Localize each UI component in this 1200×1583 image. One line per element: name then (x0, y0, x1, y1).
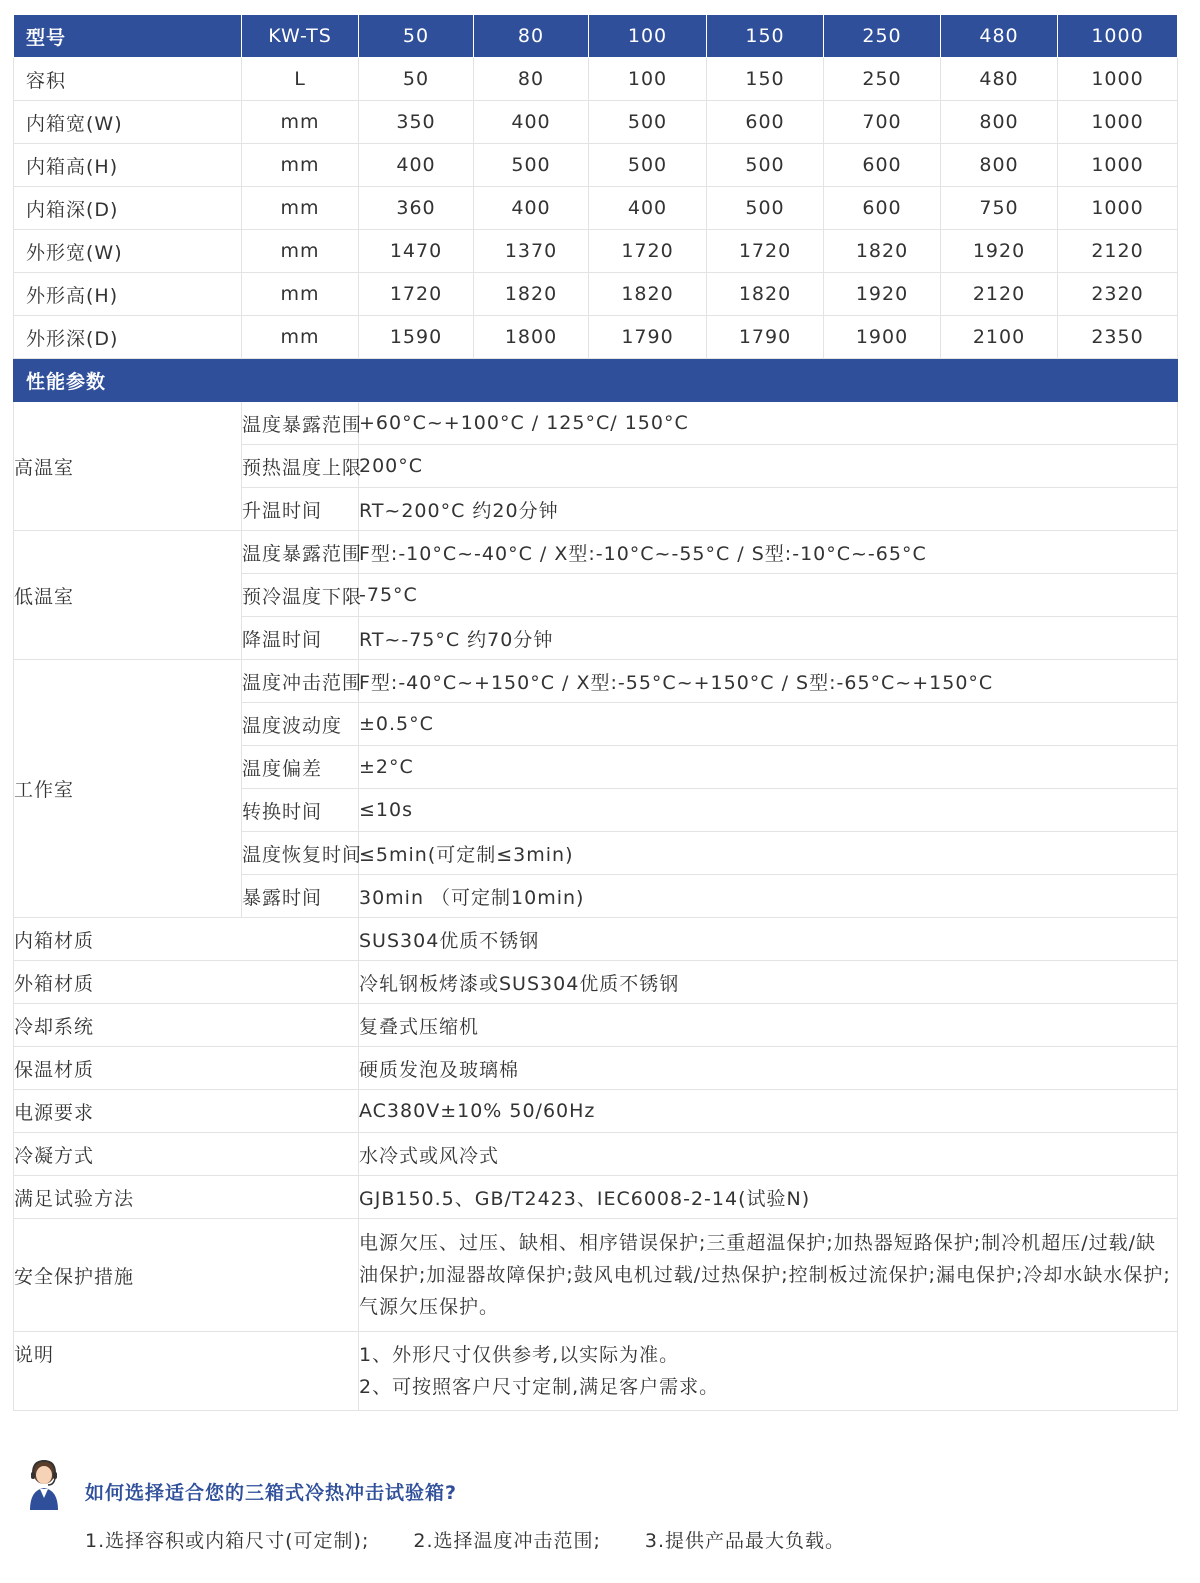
selection-tips (0, 1450, 1200, 1583)
spec-row (14, 1047, 1178, 1090)
param-value: ±2°C (359, 746, 1178, 789)
dimension-value: 100 (589, 58, 707, 101)
dimension-value: 1820 (589, 273, 707, 316)
group-label: 工作室 (14, 660, 242, 918)
notes-value (359, 1332, 1178, 1411)
param-label: 温度偏差 (242, 746, 359, 789)
model-label: 型号 (14, 15, 242, 58)
dimension-value: 500 (707, 187, 824, 230)
dimension-value: 1920 (824, 273, 941, 316)
dimension-unit: mm (242, 316, 359, 359)
tip-step: 3.提供产品最大负载。 (644, 1530, 846, 1552)
spec-label: 满足试验方法 (14, 1176, 359, 1219)
dimension-value: 1800 (474, 316, 589, 359)
dimension-value: 1820 (824, 230, 941, 273)
spec-row (14, 1004, 1178, 1047)
dimension-value: 250 (824, 58, 941, 101)
spec-row (14, 1133, 1178, 1176)
dimension-value: 400 (359, 144, 474, 187)
dimension-label: 外形深(D) (14, 316, 242, 359)
group-label: 高温室 (14, 402, 242, 531)
dimension-value: 600 (824, 187, 941, 230)
dimension-value: 400 (474, 101, 589, 144)
perf-row (14, 531, 1178, 574)
param-value: ±0.5°C (359, 703, 1178, 746)
model-cell: 50 (359, 15, 474, 58)
dimension-label: 内箱深(D) (14, 187, 242, 230)
dimension-value: 1900 (824, 316, 941, 359)
dimension-value: 500 (474, 144, 589, 187)
tips-steps (85, 1526, 845, 1553)
dimension-value: 500 (707, 144, 824, 187)
note-line: 1、外形尺寸仅供参考,以实际为准。 (359, 1344, 680, 1366)
param-label: 降温时间 (242, 617, 359, 660)
dimension-value: 1720 (707, 230, 824, 273)
spec-value: GJB150.5、GB/T2423、IEC6008-2-14(试验N) (359, 1176, 1178, 1219)
section-title: 性能参数 (14, 359, 1178, 402)
param-label: 温度波动度 (242, 703, 359, 746)
dimension-value: 1820 (474, 273, 589, 316)
param-label: 温度暴露范围 (242, 531, 359, 574)
dimension-value: 1000 (1058, 144, 1178, 187)
spec-row (14, 1176, 1178, 1219)
dimension-value: 2320 (1058, 273, 1178, 316)
param-label: 预热温度上限 (242, 445, 359, 488)
dimension-value: 2120 (1058, 230, 1178, 273)
dimension-value: 2120 (941, 273, 1058, 316)
spec-row (14, 961, 1178, 1004)
model-cell: 480 (941, 15, 1058, 58)
dimension-value: 1370 (474, 230, 589, 273)
param-value: 30min （可定制10min) (359, 875, 1178, 918)
param-label: 暴露时间 (242, 875, 359, 918)
notes-label: 说明 (14, 1332, 359, 1411)
dimension-value: 350 (359, 101, 474, 144)
dimension-value: 2350 (1058, 316, 1178, 359)
dimension-value: 1000 (1058, 101, 1178, 144)
dimension-value: 600 (707, 101, 824, 144)
model-cell: 80 (474, 15, 589, 58)
tips-title: 如何选择适合您的三箱式冷热冲击试验箱? (85, 1482, 458, 1504)
dimension-value: 800 (941, 101, 1058, 144)
spec-value: 冷轧钢板烤漆或SUS304优质不锈钢 (359, 961, 1178, 1004)
spec-label: 冷凝方式 (14, 1133, 359, 1176)
param-label: 预冷温度下限 (242, 574, 359, 617)
dimension-value: 360 (359, 187, 474, 230)
dimension-value: 1920 (941, 230, 1058, 273)
dimension-label: 内箱高(H) (14, 144, 242, 187)
perf-row (14, 660, 1178, 703)
safety-row (14, 1219, 1178, 1332)
spec-label: 冷却系统 (14, 1004, 359, 1047)
param-label: 温度冲击范围 (242, 660, 359, 703)
tip-step: 1.选择容积或内箱尺寸(可定制); (85, 1530, 370, 1552)
model-cell: 150 (707, 15, 824, 58)
dimension-value: 480 (941, 58, 1058, 101)
spec-value: 水冷式或风冷式 (359, 1133, 1178, 1176)
dimension-row (14, 58, 1178, 101)
dimension-value: 400 (474, 187, 589, 230)
param-label: 温度暴露范围 (242, 402, 359, 445)
param-value: F型:-40°C~+150°C / X型:-55°C~+150°C / S型:-65°C~+150°C (359, 660, 1178, 703)
dimension-label: 外形高(H) (14, 273, 242, 316)
dimension-unit: L (242, 58, 359, 101)
model-cell: 100 (589, 15, 707, 58)
dimension-unit: mm (242, 273, 359, 316)
model-header-row (14, 15, 1178, 58)
spec-value: AC380V±10% 50/60Hz (359, 1090, 1178, 1133)
dimension-value: 50 (359, 58, 474, 101)
customer-service-icon (26, 1458, 62, 1510)
spec-label: 保温材质 (14, 1047, 359, 1090)
dimension-value: 1590 (359, 316, 474, 359)
spec-value: SUS304优质不锈钢 (359, 918, 1178, 961)
dimension-value: 500 (589, 101, 707, 144)
dimension-value: 1470 (359, 230, 474, 273)
group-label: 低温室 (14, 531, 242, 660)
param-label: 温度恢复时间 (242, 832, 359, 875)
safety-value: 电源欠压、过压、缺相、相序错误保护;三重超温保护;加热器短路保护;制冷机超压/过载/缺油保护;加湿器故障保护;鼓风电机过载/过热保护;控制板过流保护;漏电保护;冷却水缺水保护;气源欠压保护。 (359, 1219, 1178, 1332)
param-value: +60°C~+100°C / 125°C/ 150°C (359, 402, 1178, 445)
spec-table (13, 14, 1178, 1411)
param-value: 200°C (359, 445, 1178, 488)
dimension-value: 1720 (359, 273, 474, 316)
tip-step: 2.选择温度冲击范围; (413, 1530, 601, 1552)
dimension-value: 1790 (589, 316, 707, 359)
param-value: ≤5min(可定制≤3min) (359, 832, 1178, 875)
spec-label: 外箱材质 (14, 961, 359, 1004)
param-value: ≤10s (359, 789, 1178, 832)
model-cell: 1000 (1058, 15, 1178, 58)
dimension-value: 1000 (1058, 58, 1178, 101)
performance-section-header (14, 359, 1178, 402)
dimension-unit: mm (242, 101, 359, 144)
spec-value: 复叠式压缩机 (359, 1004, 1178, 1047)
dimension-value: 2100 (941, 316, 1058, 359)
dimension-label: 外形宽(W) (14, 230, 242, 273)
dimension-row (14, 187, 1178, 230)
param-value: -75°C (359, 574, 1178, 617)
model-cell: 250 (824, 15, 941, 58)
spec-label: 电源要求 (14, 1090, 359, 1133)
param-value: RT~-75°C 约70分钟 (359, 617, 1178, 660)
spec-value: 硬质发泡及玻璃棉 (359, 1047, 1178, 1090)
dimension-value: 500 (589, 144, 707, 187)
dimension-value: 150 (707, 58, 824, 101)
dimension-value: 1720 (589, 230, 707, 273)
param-value: RT~200°C 约20分钟 (359, 488, 1178, 531)
perf-row (14, 402, 1178, 445)
dimension-value: 1790 (707, 316, 824, 359)
dimension-value: 600 (824, 144, 941, 187)
dimension-value: 1820 (707, 273, 824, 316)
spec-row (14, 918, 1178, 961)
dimension-row (14, 101, 1178, 144)
notes-row (14, 1332, 1178, 1411)
dimension-value: 800 (941, 144, 1058, 187)
note-line: 2、可按照客户尺寸定制,满足客户需求。 (359, 1376, 720, 1398)
dimension-unit: mm (242, 187, 359, 230)
dimension-row (14, 144, 1178, 187)
param-label: 升温时间 (242, 488, 359, 531)
dimension-value: 1000 (1058, 187, 1178, 230)
safety-label: 安全保护措施 (14, 1219, 359, 1332)
dimension-label: 容积 (14, 58, 242, 101)
dimension-value: 400 (589, 187, 707, 230)
dimension-row (14, 316, 1178, 359)
dimension-row (14, 230, 1178, 273)
dimension-value: 700 (824, 101, 941, 144)
spec-label: 内箱材质 (14, 918, 359, 961)
dimension-row (14, 273, 1178, 316)
dimension-unit: mm (242, 144, 359, 187)
spec-row (14, 1090, 1178, 1133)
param-value: F型:-10°C~-40°C / X型:-10°C~-55°C / S型:-10°C~-65°C (359, 531, 1178, 574)
dimension-unit: mm (242, 230, 359, 273)
dimension-value: 80 (474, 58, 589, 101)
param-label: 转换时间 (242, 789, 359, 832)
dimension-label: 内箱宽(W) (14, 101, 242, 144)
dimension-value: 750 (941, 187, 1058, 230)
model-series: KW-TS (242, 15, 359, 58)
